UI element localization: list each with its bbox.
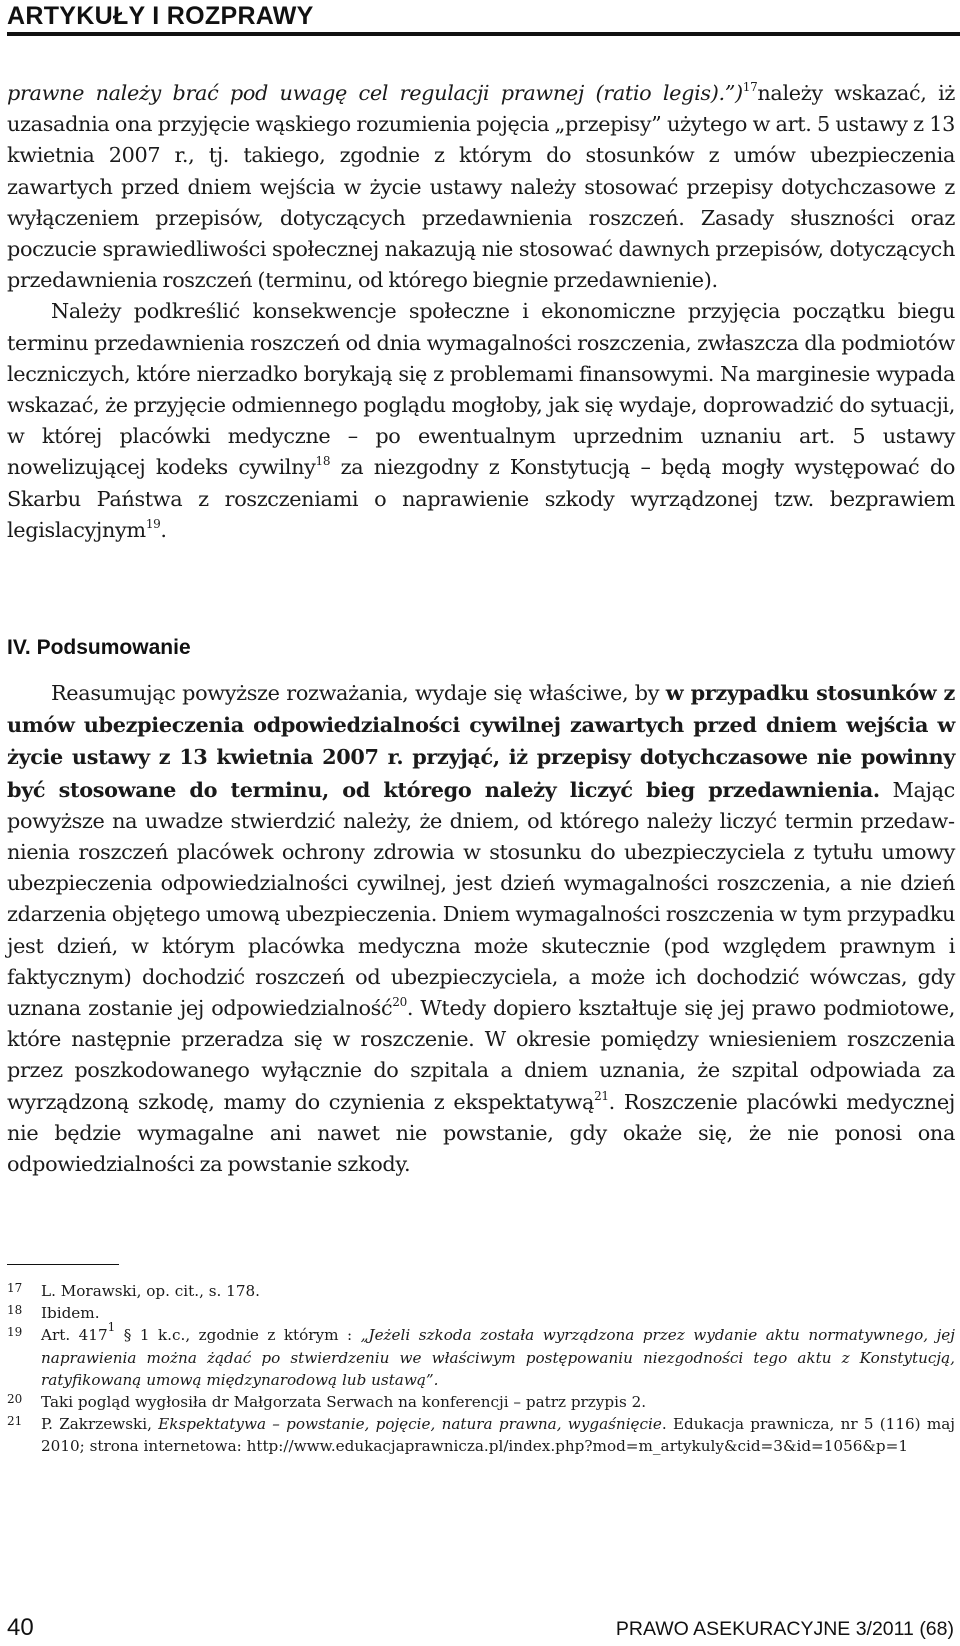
footnote-ref-19[interactable]: 19 (145, 516, 161, 531)
footnotes (7, 1280, 955, 1458)
footnote-18 (7, 1302, 955, 1324)
footnote-ref-18[interactable]: 18 (315, 454, 331, 469)
footnote-text (41, 1320, 955, 1391)
paragraph-text: Mając powyższe na uwadze stwierdzić należy, że dniem, od którego należy liczyć termin przedawnienia roszczeń placówek ochrony zdrowia w stosunku do ubezpieczyciela z tytułu umowy ubezpieczenia odpowiedzialności cywilnej, jest dzień wymagalności roszczenia, a nie dzień zdarzenia objętego umową ubezpieczenia. Dniem wymagalności roszczenia w tym przypadku jest dzień, w którym placówka medyczna może skutecznie (pod względem prawnym i faktycznym) dochodzić roszczeń od ubezpieczyciela, a może ich dochodzić wówczas, gdy uznana zostanie jej odpowiedzialność (7, 777, 955, 1021)
footnote-text-part: . Edukacja prawnicza, nr 5 (116) maj 2010; strona internetowa: http://www.edukacjaprawnicza.pl/index.php?mod=m_artykuly&cid=3&id=1056&p=1 (41, 1415, 955, 1456)
italic-quote: prawne należy brać pod uwagę cel regulacji prawnej (ratio legis).”) (7, 81, 743, 105)
summary-section (7, 677, 955, 1180)
footnote-ref-21[interactable]: 21 (594, 1088, 609, 1103)
footnote-text (41, 1413, 955, 1457)
bold-conclusion: w przypadku stosunków z umów ubezpieczenia odpowiedzialności cywilnej zawartych przed dniem wejścia w życie ustawy z 13 kwietnia 2007 r. przyjąć, iż przepisy dotychczasowe nie powinny być stosowane do terminu, od którego należy liczyć bieg przedawnienia. (7, 680, 955, 802)
footnote-rule (7, 1264, 119, 1265)
page-number: 40 (7, 1614, 34, 1641)
footnote-text-part: Art. 417 (41, 1326, 108, 1345)
footnote-17 (7, 1280, 955, 1302)
footnote-number: 18 (7, 1303, 23, 1318)
header-rule (7, 32, 960, 36)
footnote-ref-17[interactable]: 17 (742, 80, 758, 94)
article-body (7, 78, 955, 546)
paragraph-text: za niezgodny z Konstytucją – będą mogły występować do Skarbu Państwa z roszczeniami o naprawienie szkody wyrządzonej tzw. bezprawiem legislacyjnym (7, 455, 956, 542)
footnote-text: L. Morawski, op. cit., s. 178. (41, 1282, 260, 1300)
paragraph-text: Reasumując powyższe rozważania, wydaje się właściwe, by (51, 681, 666, 705)
journal-title: PRAWO ASEKURACYJNE 3/2011 (68) (615, 1618, 954, 1640)
footnote-20 (7, 1391, 955, 1413)
footnote-number: 20 (7, 1392, 23, 1407)
footnote-number: 19 (7, 1325, 23, 1340)
summary-paragraph (7, 677, 955, 1180)
footnote-text: Ibidem. (41, 1304, 100, 1323)
paragraph-text: . Roszczenie placówki medycznej nie będzie wymagalne ani nawet nie powstanie, gdy okaże się, że nie ponosi ona odpowiedzialności za powstanie szkody. (7, 1089, 955, 1177)
footnote-ref-20[interactable]: 20 (392, 995, 407, 1010)
paragraph-2 (7, 296, 955, 546)
paragraph-text: Należy podkreślić konsekwencje społeczne i ekonomiczne przyjęcia początku biegu terminu przedawnienia roszczeń od dnia wymagalności roszczenia, zwłaszcza dla podmiotów leczniczych, które nierzadko borykają się z problemami finansowymi. Na marginesie wypada wskazać, że przyjęcie odmiennego poglądu mogłoby, jak się wydaje, doprowadzić do sytuacji, w której placówki medyczne – po ewentualnym uprzednim uznaniu art. 5 ustawy nowelizującej kodeks cywilny (7, 299, 955, 480)
footnote-text-part: P. Zakrzewski, (41, 1415, 159, 1434)
footnote-number: 21 (7, 1414, 23, 1429)
footnote-text: Taki pogląd wygłosiła dr Małgorzata Serwach na konferencji – patrz przypis 2. (41, 1393, 647, 1412)
paragraph-text: . (160, 517, 167, 542)
footnote-quote: „Jeżeli szkoda została wyrządzona przez wydanie aktu normatywnego, jej naprawienia można żądać po stwierdzeniu we właściwym postępowaniu niezgodności tego aktu z Konstytucją, ratyfikowaną umową międzynarodową lub ustawą”. (41, 1326, 955, 1389)
paragraph-text: należy wskazać, iż uzasadnia ona przyjęcie wąskiego rozumienia pojęcia „przepisy” użytego w art. 5 ustawy z 13 kwietnia 2007 r., tj. takiego, zgodnie z którym do stosunków z umów ubezpieczenia zawartych przed dniem wejścia w życie ustawy należy stosować przepisy dotychczasowe z wyłączeniem przepisów, dotyczących przedawnienia roszczeń. Zasady słuszności oraz poczucie sprawiedliwości społecznej nakazują nie stosować dawnych przepisów, dotyczących przedawnienia roszczeń (terminu, od którego biegnie przedawnienie). (7, 81, 955, 293)
paragraph-text: . Wtedy dopiero kształtuje się jej prawo podmiotowe, które następnie przeradza się w roszczenie. W okresie pomiędzy wniesieniem roszczenia przez poszkodowanego wyłącznie do szpitala a dniem uznania, że szpital odpowiada za wyrządzoną szkodę, mamy do czynienia z ekspektatywą (7, 996, 955, 1114)
footnote-text-part: § 1 k.c., zgodnie z którym : (115, 1326, 361, 1345)
footnote-number: 17 (7, 1281, 23, 1295)
running-header: ARTYKUŁY I ROZPRAWY (7, 2, 314, 30)
footnote-19 (7, 1320, 955, 1391)
section-number: IV. (7, 636, 31, 659)
section-heading (7, 636, 191, 660)
footnote-21 (7, 1413, 955, 1457)
section-title: Podsumowanie (36, 636, 191, 659)
paragraph-1 (7, 78, 955, 296)
article-superscript: 1 (107, 1320, 116, 1335)
cited-title: Ekspektatywa – powstanie, pojęcie, natura prawna, wygaśnięcie (158, 1415, 662, 1434)
